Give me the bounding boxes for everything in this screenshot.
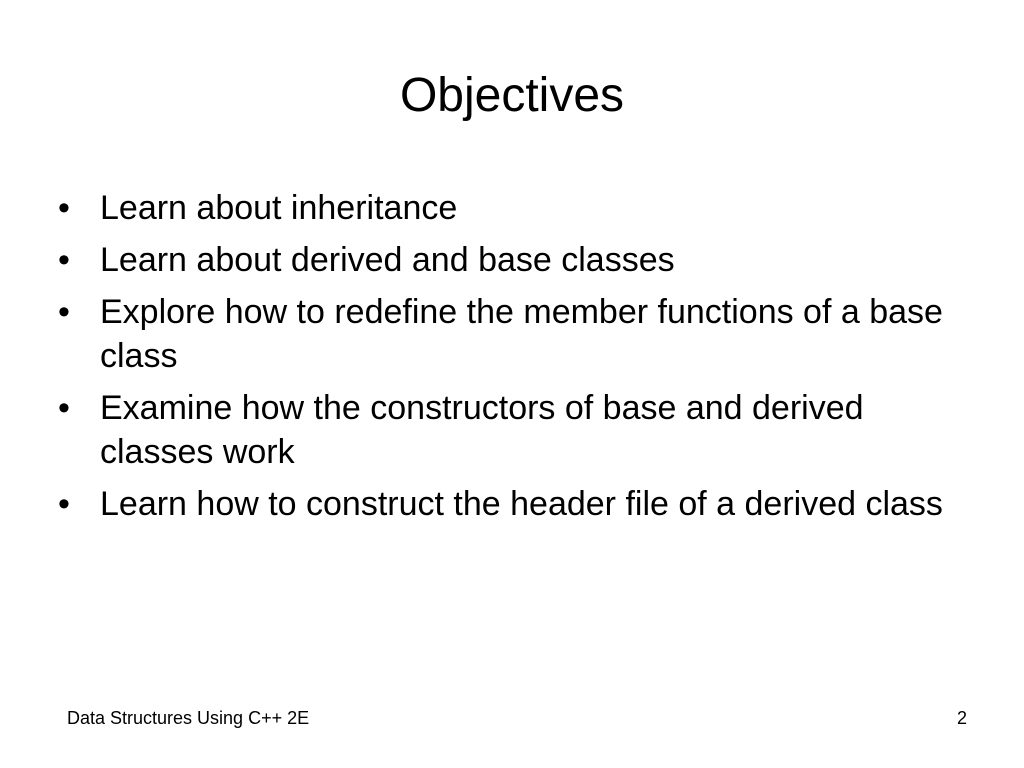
page-number: 2	[956, 708, 967, 728]
objective-item	[58, 238, 958, 282]
bullet-icon: •	[58, 189, 70, 227]
bullet-icon: •	[58, 485, 70, 523]
slide-title: Objectives	[399, 69, 625, 122]
objective-text: Learn how to construct the header file of a derived class	[100, 485, 943, 523]
objective-text: Learn about derived and base classes	[100, 241, 675, 279]
objective-item	[58, 386, 958, 474]
bullet-icon: •	[58, 293, 70, 331]
bullet-icon: •	[58, 389, 70, 427]
objective-item	[58, 186, 958, 230]
objective-item	[58, 482, 958, 526]
objective-text: Examine how the constructors of base and derived classes work	[100, 389, 864, 471]
objective-text: Learn about inheritance	[100, 189, 458, 227]
objective-text: Explore how to redefine the member functions of a base class	[100, 293, 943, 375]
objective-item	[58, 290, 958, 378]
objectives-list	[58, 186, 958, 534]
bullet-icon: •	[58, 241, 70, 279]
footer-course-title: Data Structures Using C++ 2E	[67, 708, 310, 728]
